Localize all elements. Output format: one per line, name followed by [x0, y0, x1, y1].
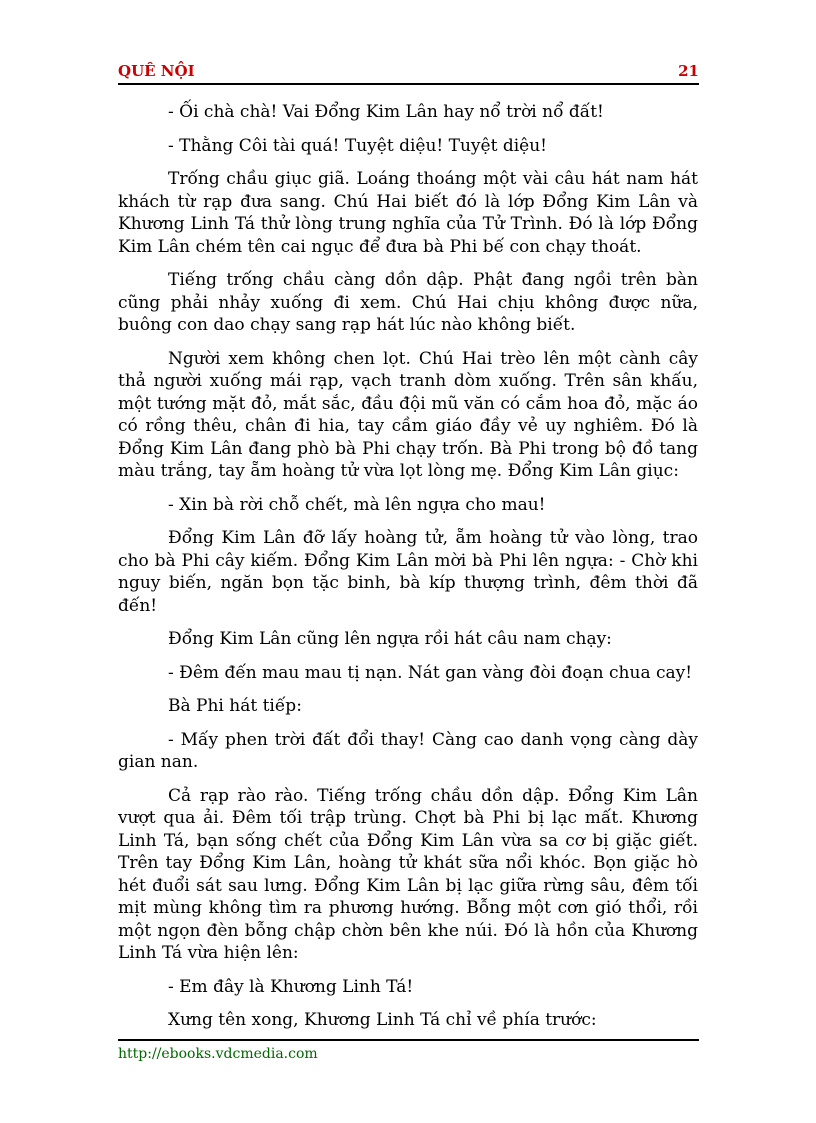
paragraph: - Đêm đến mau mau tị nạn. Nát gan vàng đòi đoạn chua cay! — [168, 662, 693, 683]
paragraph: - Mấy phen trời đất đổi thay! Càng cao danh vọng càng dày gian nan. — [118, 729, 698, 772]
paragraph: Đổng Kim Lân đỡ lấy hoàng tử, ẵm hoàng tử vào lòng, trao cho bà Phi cây kiếm. Đổng Kim Lân mời bà Phi lên ngựa: - Chờ khi nguy biến, ngăn bọn tặc binh, bà kíp thượng trình, đêm thời đã đến! — [118, 528, 698, 616]
footer-link[interactable]: http://ebooks.vdcmedia.com — [118, 1046, 318, 1062]
body-text — [118, 101, 698, 1043]
page-header — [118, 61, 699, 85]
paragraph: Trống chầu giục giã. Loáng thoáng một vài câu hát nam hát khách từ rạp đưa sang. Chú Hai biết đó là lớp Đổng Kim Lân và Khương Linh Tá thử lòng trung nghĩa của Tử Trình. Đó là lớp Đổng Kim Lân chém tên cai ngục để đưa bà Phi bế con chạy thoát. — [118, 169, 698, 257]
page-number: 21 — [678, 62, 699, 80]
paragraph: Đổng Kim Lân cũng lên ngựa rồi hát câu nam chạy: — [168, 629, 612, 649]
paragraph: - Xin bà rời chỗ chết, mà lên ngựa cho mau! — [168, 494, 546, 515]
paragraph: - Thằng Côi tài quá! Tuyệt diệu! Tuyệt diệu! — [168, 135, 547, 156]
book-title: QUÊ NỘI — [118, 62, 195, 80]
paragraph: Tiếng trống chầu càng dồn dập. Phật đang ngồi trên bàn cũng phải nhảy xuống đi xem. Chú Hai chịu không được nữa, buông con dao chạy sang rạp hát lúc nào không biết. — [118, 270, 698, 335]
paragraph: Xưng tên xong, Khương Linh Tá chỉ về phía trước: — [168, 1010, 597, 1030]
footer-divider — [118, 1039, 699, 1041]
paragraph: Người xem không chen lọt. Chú Hai trèo lên một cành cây thả người xuống mái rạp, vạch tranh dòm xuống. Trên sân khấu, một tướng mặt đỏ, mắt sắc, đầu đội mũ văn có cắm hoa đỏ, mặc áo có rồng thêu, chân đi hia, tay cầm giáo đầy vẻ uy nghiêm. Đó là Đổng Kim Lân đang phò bà Phi chạy trốn. Bà Phi trong bộ đồ tang màu trắng, tay ẵm hoàng tử vừa lọt lòng mẹ. Đổng Kim Lân giục: — [118, 348, 698, 481]
paragraph: - Em đây là Khương Linh Tá! — [168, 976, 414, 997]
paragraph: - Ối chà chà! Vai Đổng Kim Lân hay nổ trời nổ đất! — [168, 102, 604, 122]
paragraph: Cả rạp rào rào. Tiếng trống chầu dồn dập. Đổng Kim Lân vượt qua ải. Đêm tối trập trùng. Chợt bà Phi bị lạc mất. Khương Linh Tá, bạn sống chết của Đổng Kim Lân vừa sa cơ bị giặc giết. Trên tay Đổng Kim Lân, hoàng tử khát sữa nổi khóc. Bọn giặc hò hét đuổi sát sau lưng. Đổng Kim Lân bị lạc giữa rừng sâu, đêm tối mịt mùng không tìm ra phương hướng. Bỗng một cơn gió thổi, rồi một ngọn đèn bỗng chập chờn bên khe núi. Đó là hồn của Khương Linh Tá vừa hiện lên: — [118, 785, 698, 963]
paragraph: Bà Phi hát tiếp: — [168, 696, 302, 716]
